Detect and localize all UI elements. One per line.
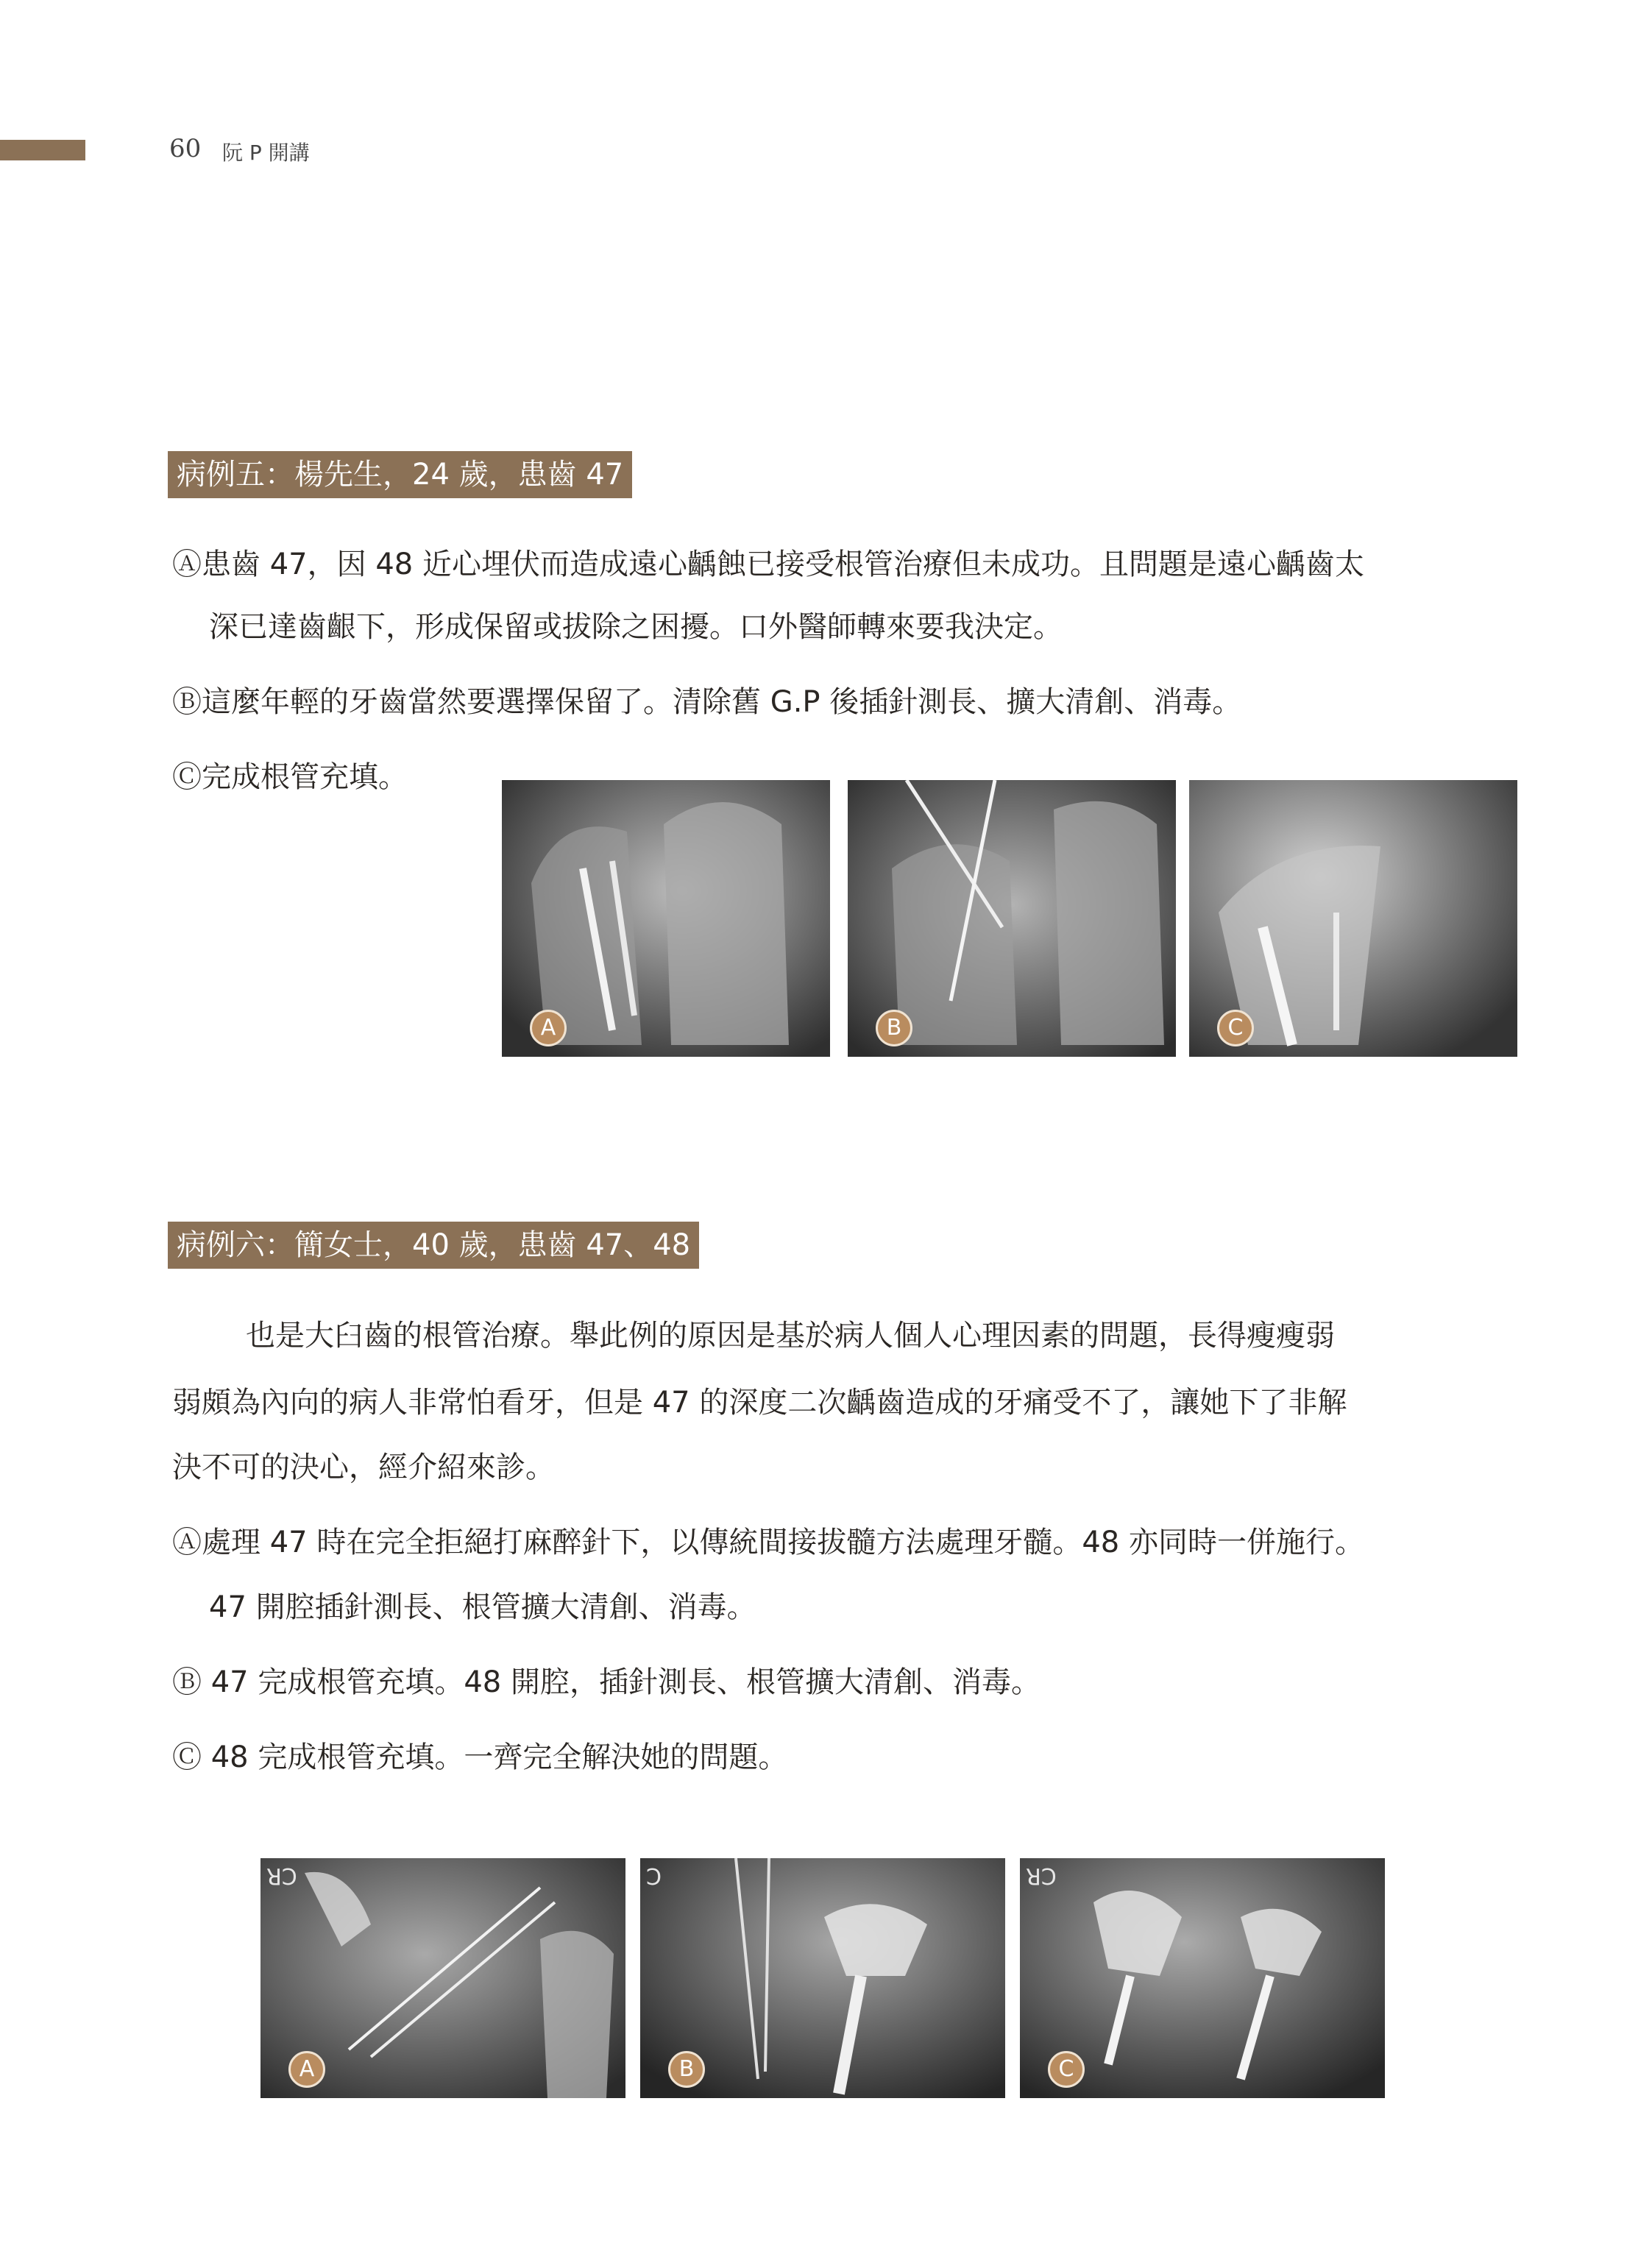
case5-title: 病例五：楊先生，24 歲，患齒 47 xyxy=(168,451,632,498)
case6-line-7: Ⓒ 48 完成根管充填。一齊完全解決她的問題。 xyxy=(172,1740,788,1774)
case6-xray-a xyxy=(260,1858,625,2098)
case6-line-6: Ⓑ 47 完成根管充填。48 開腔，插針測長、根管擴大清創、消毒。 xyxy=(172,1665,1041,1699)
film-mark-b: C xyxy=(646,1863,662,1888)
case5-line-2: 深已達齒齦下，形成保留或拔除之困擾。口外醫師轉來要我決定。 xyxy=(209,610,1063,644)
film-mark-c: CR xyxy=(1026,1863,1057,1888)
case6-line-4: Ⓐ處理 47 時在完全拒絕打麻醉針下，以傳統間接拔髓方法處理牙髓。48 亦同時一併施行。 xyxy=(172,1526,1364,1559)
case6-title: 病例六：簡女士，40 歲，患齒 47、48 xyxy=(168,1222,699,1269)
page-number: 60 xyxy=(169,134,202,163)
film-mark-a: CR xyxy=(266,1863,297,1888)
badge-a: A xyxy=(288,2051,325,2088)
case6-line-5: 47 開腔插針測長、根管擴大清創、消毒。 xyxy=(209,1590,756,1624)
case6-line-3: 決不可的決心，經介紹來診。 xyxy=(172,1450,555,1484)
badge-b: B xyxy=(668,2051,705,2088)
case5-line-4: Ⓒ完成根管充填。 xyxy=(172,760,408,794)
case5-line-1: Ⓐ患齒 47，因 48 近心埋伏而造成遠心齲蝕已接受根管治療但未成功。且問題是遠心齲齒太 xyxy=(172,548,1364,581)
case5-xray-b xyxy=(848,780,1176,1057)
badge-c: C xyxy=(1217,1010,1254,1046)
badge-a: A xyxy=(530,1010,567,1046)
running-title: 阮 P 開講 xyxy=(222,141,310,165)
case6-line-2: 弱頗為內向的病人非常怕看牙，但是 47 的深度二次齲齒造成的牙痛受不了，讓她下了非解 xyxy=(172,1386,1347,1420)
accent-bar xyxy=(0,140,85,160)
case5-line-3: Ⓑ這麼年輕的牙齒當然要選擇保留了。清除舊 G.P 後插針測長、擴大清創、消毒。 xyxy=(172,685,1242,719)
case5-xray-c xyxy=(1189,780,1517,1057)
badge-c: C xyxy=(1048,2051,1085,2088)
case6-xray-b xyxy=(640,1858,1005,2098)
case6-xray-c xyxy=(1020,1858,1385,2098)
case5-xray-a xyxy=(502,780,830,1057)
case6-line-1: 也是大臼齒的根管治療。舉此例的原因是基於病人個人心理因素的問題，長得瘦瘦弱 xyxy=(246,1319,1335,1353)
badge-b: B xyxy=(876,1010,912,1046)
